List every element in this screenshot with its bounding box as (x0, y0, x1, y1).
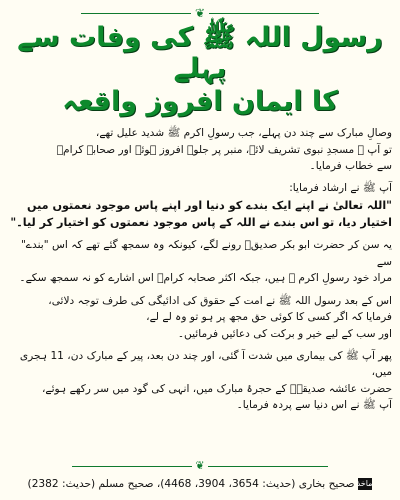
text-line: مراد خود رسولِ اکرم ﷺ ہیں، جبکہ اکثر صحابہ کرامؓ اس اشارے کو نہ سمجھ سکے۔ (19, 272, 392, 285)
paragraph-4 (8, 293, 392, 342)
text-line: آپ ﷺ نے ارشاد فرمایا: (289, 182, 392, 195)
text-line: آپ ﷺ نے اس دنیا سے پردہ فرمایا۔ (236, 399, 392, 412)
text-line: فرمایا کہ اگر کسی کا کوئی حق مجھ پر ہو تو وہ لے لے، (146, 311, 392, 324)
text-line: اور سب کے لیے خیر و برکت کی دعائیں فرمائیں۔ (177, 327, 392, 340)
quote-line: "اللہ تعالیٰ نے اپنے ایک بندے کو دنیا اور اپنے پاس موجود نعمتوں میں (27, 198, 392, 212)
text-line: سے خطاب فرمایا۔ (309, 159, 392, 172)
floral-ornament-icon: ❦ (195, 459, 205, 472)
source-mark-icon: ماخذ (356, 479, 373, 488)
ornament-line-left (81, 13, 191, 14)
title-line-1: رسول اللہ ﷺ کی وفات سے پہلے (17, 22, 383, 85)
ornament-line-left (72, 466, 192, 467)
text-line: یہ سن کر حضرت ابو بکر صدیقؓ رونے لگے، کیونکہ وہ سمجھ گئے تھے کہ اس "بندے" سے (20, 239, 392, 268)
ornament-line-right (209, 13, 319, 14)
article-body (8, 125, 392, 413)
paragraph-5 (8, 348, 392, 414)
source-text: صحیح بخاری (حدیث: 3654، 3904، 4468)، صحیح مسلم (حدیث: 2382) (27, 478, 355, 490)
ornament-line-right (208, 466, 328, 467)
paragraph-2 (8, 180, 392, 231)
bottom-ornament (0, 460, 400, 472)
text-line: وصالِ مبارک سے چند دن پہلے، جب رسولِ اکرم ﷺ شدید علیل تھے، (95, 127, 392, 140)
paragraph-1 (8, 125, 392, 174)
text-line: پھر آپ ﷺ کی بیماری میں شدت آ گئی، اور چند دن بعد، پیر کے مبارک دن، 11 ہجری میں، (19, 349, 392, 379)
quote-line: اختیار دیا، تو اس بندے نے اللہ کے پاس موجود نعمتوں کو اختیار کر لیا۔" (10, 216, 392, 230)
top-ornament (8, 6, 392, 20)
text-line: حضرت عائشہ صدیقہؓ کے حجرۂ مبارک میں، انہی کی گود میں سر رکھے ہوئے، (41, 382, 392, 395)
title-line-2: کا ایمان افروز واقعہ (62, 86, 338, 118)
source-footer (8, 474, 392, 494)
paragraph-3 (8, 237, 392, 286)
text-line: تو آپ ﷺ مسجدِ نبوی تشریف لائے، منبر پر جلوہ افروز ہوئے اور صحابہ کرامؓ (56, 143, 392, 156)
floral-ornament-icon: ❦ (194, 6, 206, 20)
text-line: اس کے بعد رسول اللہ ﷺ نے امت کے حقوق کی ادائیگی کی طرف توجہ دلائی، (48, 294, 392, 307)
